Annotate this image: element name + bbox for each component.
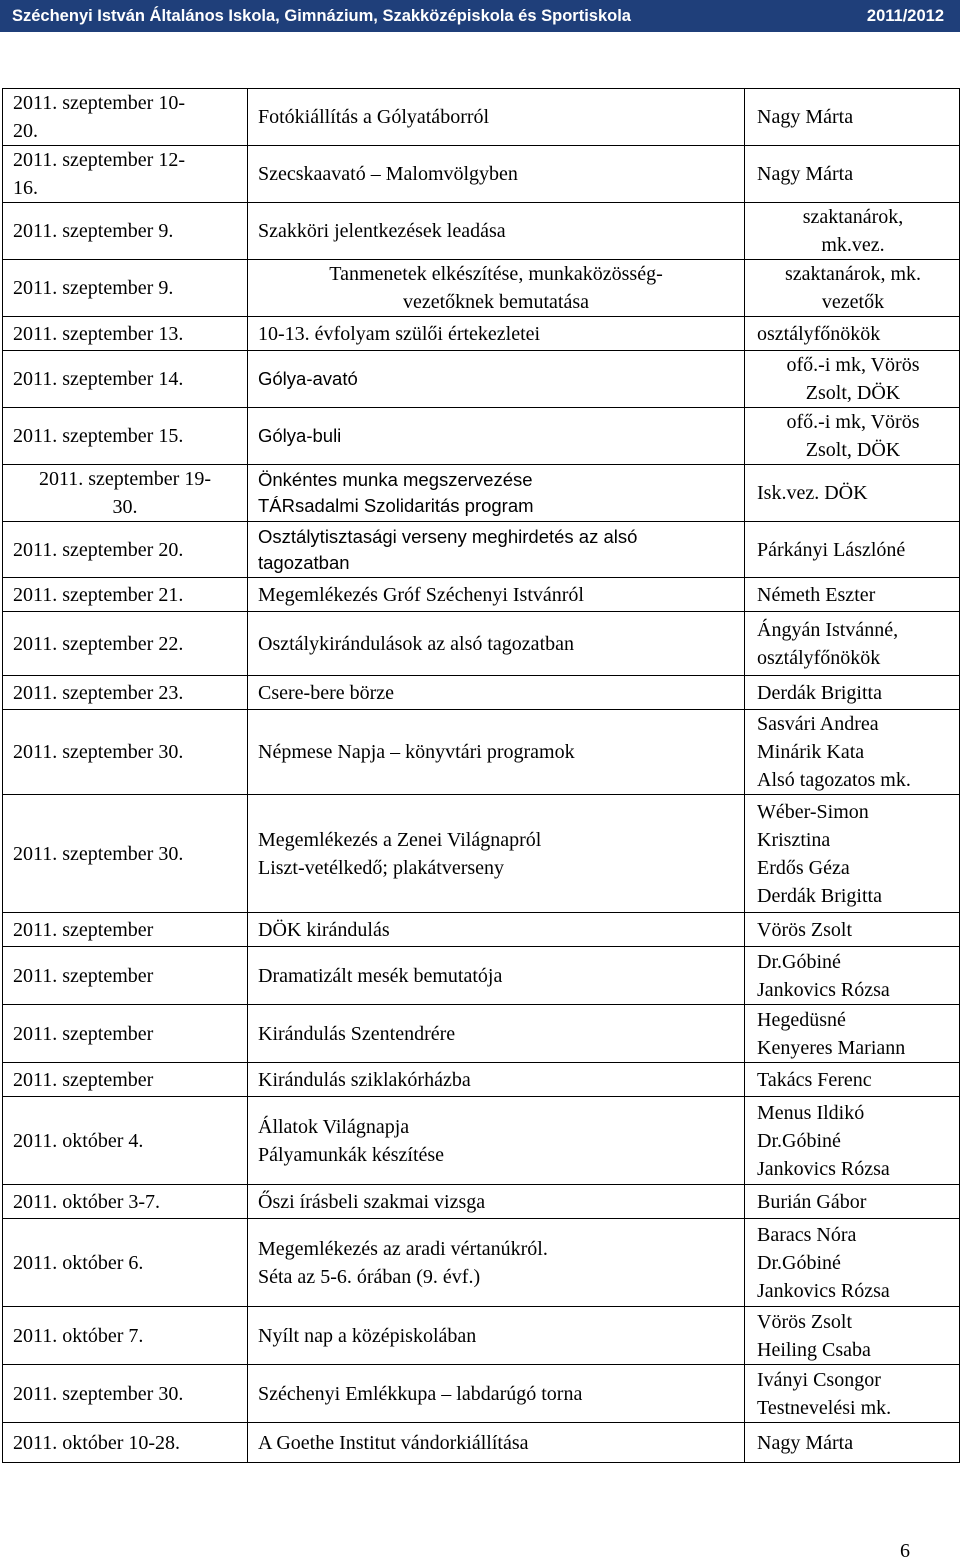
date-cell-line: 2011. szeptember 30. <box>13 1382 184 1405</box>
responsible-cell <box>745 203 960 260</box>
date-cell-line: 2011. október 3-7. <box>13 1190 161 1213</box>
responsible-cell <box>745 465 960 522</box>
event-cell-line: Nyílt nap a középiskolában <box>258 1324 477 1347</box>
responsible-cell <box>745 1097 960 1185</box>
date-cell <box>3 913 248 947</box>
responsible-cell-line: Alsó tagozatos mk. <box>757 769 911 791</box>
event-cell-line: Tanmenetek elkészítése, munkaközösség- <box>329 263 663 285</box>
responsible-cell <box>745 317 960 351</box>
table-row <box>3 146 960 203</box>
responsible-cell <box>745 1063 960 1097</box>
event-cell <box>248 465 745 522</box>
event-cell <box>248 522 745 578</box>
date-cell <box>3 795 248 913</box>
event-cell <box>248 1423 745 1463</box>
date-cell <box>3 1185 248 1219</box>
table-row <box>3 947 960 1005</box>
responsible-cell <box>745 1185 960 1219</box>
date-cell <box>3 522 248 578</box>
responsible-cell-line: Nagy Márta <box>757 1431 854 1454</box>
date-cell-line: 2011. szeptember 23. <box>13 681 184 704</box>
responsible-cell-line: Zsolt, DÖK <box>805 439 901 461</box>
event-schedule-table <box>2 88 960 1463</box>
event-cell <box>248 89 745 146</box>
event-cell-line: Kirándulás Szentendrére <box>258 1022 456 1045</box>
date-cell <box>3 351 248 408</box>
date-cell-line: 2011. szeptember 9. <box>13 220 174 242</box>
responsible-cell <box>745 351 960 408</box>
event-cell-line: DÖK kirándulás <box>258 918 390 941</box>
date-cell-line: 2011. szeptember 19- <box>39 468 211 490</box>
date-cell <box>3 1005 248 1063</box>
date-cell-line: 2011. október 4. <box>13 1129 144 1152</box>
responsible-cell-line: osztályfőnökök <box>757 646 881 669</box>
event-cell <box>248 1219 745 1307</box>
responsible-cell-line: Vörös Zsolt <box>757 1310 852 1333</box>
responsible-cell-line: Derdák Brigitta <box>757 884 882 907</box>
responsible-cell-line: Jankovics Rózsa <box>757 978 890 1001</box>
date-cell <box>3 1307 248 1365</box>
event-cell <box>248 1097 745 1185</box>
event-cell-line: Megemlékezés a Zenei Világnapról <box>258 828 542 851</box>
responsible-cell-line: Erdős Géza <box>757 856 850 879</box>
date-cell <box>3 1365 248 1423</box>
responsible-cell <box>745 1365 960 1423</box>
date-cell <box>3 1423 248 1463</box>
event-cell-line: Csere-bere börze <box>258 681 395 704</box>
event-cell-line: 10-13. évfolyam szülői értekezletei <box>258 322 541 345</box>
date-cell <box>3 89 248 146</box>
table-row <box>3 408 960 465</box>
date-cell-line: 2011. október 6. <box>13 1251 144 1274</box>
table-row <box>3 317 960 351</box>
date-cell-line: 30. <box>112 496 138 518</box>
table-row <box>3 795 960 913</box>
responsible-cell-line: Vörös Zsolt <box>757 918 852 941</box>
responsible-cell-line: Zsolt, DÖK <box>805 382 901 404</box>
table-row <box>3 351 960 408</box>
table-row <box>3 260 960 317</box>
table-row <box>3 612 960 676</box>
responsible-cell <box>745 913 960 947</box>
event-cell <box>248 203 745 260</box>
event-cell <box>248 1005 745 1063</box>
responsible-cell <box>745 795 960 913</box>
event-cell-line: Fotókiállítás a Gólyatáborról <box>258 106 490 128</box>
date-cell <box>3 676 248 710</box>
responsible-cell <box>745 612 960 676</box>
date-cell-line: 2011. szeptember 13. <box>13 322 184 345</box>
event-cell-line: Gólya-avató <box>258 368 358 389</box>
responsible-cell <box>745 1005 960 1063</box>
date-cell-line: 2011. szeptember <box>13 918 154 941</box>
responsible-cell <box>745 1423 960 1463</box>
event-cell <box>248 1365 745 1423</box>
responsible-cell <box>745 947 960 1005</box>
table-row <box>3 1423 960 1463</box>
table-row <box>3 1185 960 1219</box>
date-cell-line: 2011. szeptember 30. <box>13 741 184 763</box>
table-row <box>3 710 960 795</box>
responsible-cell-line: ofő.-i mk, Vörös <box>786 354 920 376</box>
event-cell <box>248 913 745 947</box>
responsible-cell-line: Párkányi Lászlóné <box>757 538 906 561</box>
responsible-cell-line: Minárik Kata <box>757 741 865 763</box>
event-cell <box>248 578 745 612</box>
responsible-cell <box>745 578 960 612</box>
responsible-cell-line: Iványi Csongor <box>757 1368 881 1391</box>
event-cell-line: Megemlékezés Gróf Széchenyi Istvánról <box>258 583 584 606</box>
date-cell-line: 2011. szeptember <box>13 1022 154 1045</box>
responsible-cell <box>745 1219 960 1307</box>
event-cell <box>248 1307 745 1365</box>
table-row <box>3 676 960 710</box>
responsible-cell-line: Isk.vez. DÖK <box>757 482 868 504</box>
event-cell-line: vezetőknek bemutatása <box>402 291 590 313</box>
responsible-cell <box>745 89 960 146</box>
event-cell <box>248 795 745 913</box>
responsible-cell-line: Nagy Márta <box>757 106 854 128</box>
table-row <box>3 1219 960 1307</box>
responsible-cell <box>745 676 960 710</box>
date-cell-line: 20. <box>13 120 38 142</box>
date-cell-line: 2011. október 10-28. <box>13 1431 181 1454</box>
event-cell-line: Széchenyi Emlékkupa – labdarúgó torna <box>258 1382 583 1405</box>
responsible-cell <box>745 1307 960 1365</box>
event-cell-line: Népmese Napja – könyvtári programok <box>258 741 575 763</box>
date-cell-line: 2011. szeptember <box>13 964 154 987</box>
date-cell <box>3 146 248 203</box>
date-cell <box>3 1219 248 1307</box>
date-cell-line: 2011. szeptember 14. <box>13 368 184 390</box>
date-cell <box>3 1063 248 1097</box>
document-header <box>0 0 960 32</box>
table-row <box>3 1063 960 1097</box>
date-cell <box>3 260 248 317</box>
event-cell <box>248 1185 745 1219</box>
responsible-cell-line: ofő.-i mk, Vörös <box>786 411 920 433</box>
event-cell-line: TÁRsadalmi Szolidaritás program <box>258 495 534 516</box>
event-cell <box>248 676 745 710</box>
date-cell <box>3 317 248 351</box>
table-row <box>3 522 960 578</box>
event-cell <box>248 408 745 465</box>
event-cell <box>248 351 745 408</box>
responsible-cell-line: Hegedüsné <box>757 1008 846 1031</box>
date-cell <box>3 710 248 795</box>
event-cell-line: Liszt-vetélkedő; plakátverseny <box>258 856 505 879</box>
responsible-cell-line: Baracs Nóra <box>757 1223 857 1246</box>
event-cell-line: Kirándulás sziklakórházba <box>258 1068 471 1091</box>
event-cell-line: tagozatban <box>258 551 350 573</box>
date-cell-line: 2011. szeptember 22. <box>13 632 184 655</box>
responsible-cell-line: Dr.Góbiné <box>757 950 841 973</box>
event-cell-line: Önkéntes munka megszervezése <box>258 469 533 490</box>
page-number: 6 <box>900 1540 910 1562</box>
responsible-cell-line: Heiling Csaba <box>757 1338 871 1361</box>
event-cell-line: Állatok Világnapja <box>258 1115 410 1138</box>
date-cell-line: 2011. szeptember 12- <box>13 149 185 171</box>
responsible-cell-line: szaktanárok, <box>802 206 904 228</box>
table-row <box>3 1365 960 1423</box>
date-cell-line: 2011. szeptember 30. <box>13 842 184 865</box>
event-cell-line: Séta az 5-6. órában (9. évf.) <box>258 1265 481 1288</box>
table-row <box>3 1005 960 1063</box>
table-row <box>3 203 960 260</box>
table-row <box>3 1307 960 1365</box>
event-cell <box>248 317 745 351</box>
event-cell <box>248 1063 745 1097</box>
responsible-cell <box>745 710 960 795</box>
event-cell-line: A Goethe Institut vándorkiállítása <box>258 1431 529 1454</box>
responsible-cell-line: szaktanárok, mk. <box>784 263 922 285</box>
responsible-cell-line: Burián Gábor <box>757 1190 867 1213</box>
event-cell-line: Gólya-buli <box>258 425 342 446</box>
responsible-cell-line: vezetők <box>821 291 885 313</box>
responsible-cell-line: Krisztina <box>757 828 831 851</box>
date-cell <box>3 465 248 522</box>
event-cell-line: Osztálykirándulások az alsó tagozatban <box>258 632 574 655</box>
table-row <box>3 913 960 947</box>
responsible-cell <box>745 408 960 465</box>
responsible-cell-line: Sasvári Andrea <box>757 713 879 735</box>
event-cell <box>248 947 745 1005</box>
event-cell-line: Megemlékezés az aradi vértanúkról. <box>258 1237 548 1260</box>
school-year: 2011/2012 <box>866 6 944 25</box>
event-cell <box>248 146 745 203</box>
event-cell-line: Szecskaavató – Malomvölgyben <box>258 163 518 185</box>
date-cell-line: 2011. szeptember 9. <box>13 277 174 299</box>
responsible-cell <box>745 146 960 203</box>
table-row <box>3 89 960 146</box>
date-cell-line: 2011. szeptember 21. <box>13 583 184 606</box>
event-cell-line: Pályamunkák készítése <box>258 1143 445 1166</box>
responsible-cell-line: Dr.Góbiné <box>757 1251 841 1274</box>
responsible-cell-line: mk.vez. <box>821 234 885 256</box>
responsible-cell-line: Menus Ildikó <box>757 1101 865 1124</box>
date-cell <box>3 203 248 260</box>
event-cell <box>248 612 745 676</box>
event-cell <box>248 710 745 795</box>
responsible-cell <box>745 522 960 578</box>
schedule-body <box>3 89 960 1463</box>
date-cell-line: 2011. szeptember 10- <box>13 92 185 114</box>
responsible-cell-line: Wéber-Simon <box>757 800 869 823</box>
responsible-cell-line: Nagy Márta <box>757 163 854 185</box>
responsible-cell-line: Testnevelési mk. <box>757 1396 892 1419</box>
event-cell-line: Dramatizált mesék bemutatója <box>258 964 503 987</box>
responsible-cell-line: Jankovics Rózsa <box>757 1279 890 1302</box>
date-cell-line: 2011. október 7. <box>13 1324 144 1347</box>
date-cell <box>3 408 248 465</box>
date-cell <box>3 1097 248 1185</box>
responsible-cell-line: Németh Eszter <box>757 583 876 606</box>
date-cell-line: 16. <box>13 177 38 199</box>
school-name: Széchenyi István Általános Iskola, Gimnázium, Szakközépiskola és Sportiskola <box>12 6 631 25</box>
date-cell <box>3 612 248 676</box>
table-row <box>3 578 960 612</box>
date-cell <box>3 947 248 1005</box>
responsible-cell-line: Derdák Brigitta <box>757 681 882 704</box>
date-cell-line: 2011. szeptember 20. <box>13 538 184 561</box>
responsible-cell-line: Jankovics Rózsa <box>757 1157 890 1180</box>
responsible-cell-line: osztályfőnökök <box>757 322 881 345</box>
table-row <box>3 1097 960 1185</box>
responsible-cell <box>745 260 960 317</box>
responsible-cell-line: Dr.Góbiné <box>757 1129 841 1152</box>
date-cell <box>3 578 248 612</box>
responsible-cell-line: Kenyeres Mariann <box>757 1036 906 1059</box>
event-cell <box>248 260 745 317</box>
responsible-cell-line: Ángyán Istvánné, <box>757 618 899 641</box>
date-cell-line: 2011. szeptember <box>13 1068 154 1091</box>
event-cell-line: Osztálytisztasági verseny meghirdetés az alsó <box>258 525 638 547</box>
responsible-cell-line: Takács Ferenc <box>757 1068 872 1091</box>
date-cell-line: 2011. szeptember 15. <box>13 425 184 447</box>
event-cell-line: Szakköri jelentkezések leadása <box>258 220 506 242</box>
event-cell-line: Őszi írásbeli szakmai vizsga <box>258 1190 486 1213</box>
table-row <box>3 465 960 522</box>
